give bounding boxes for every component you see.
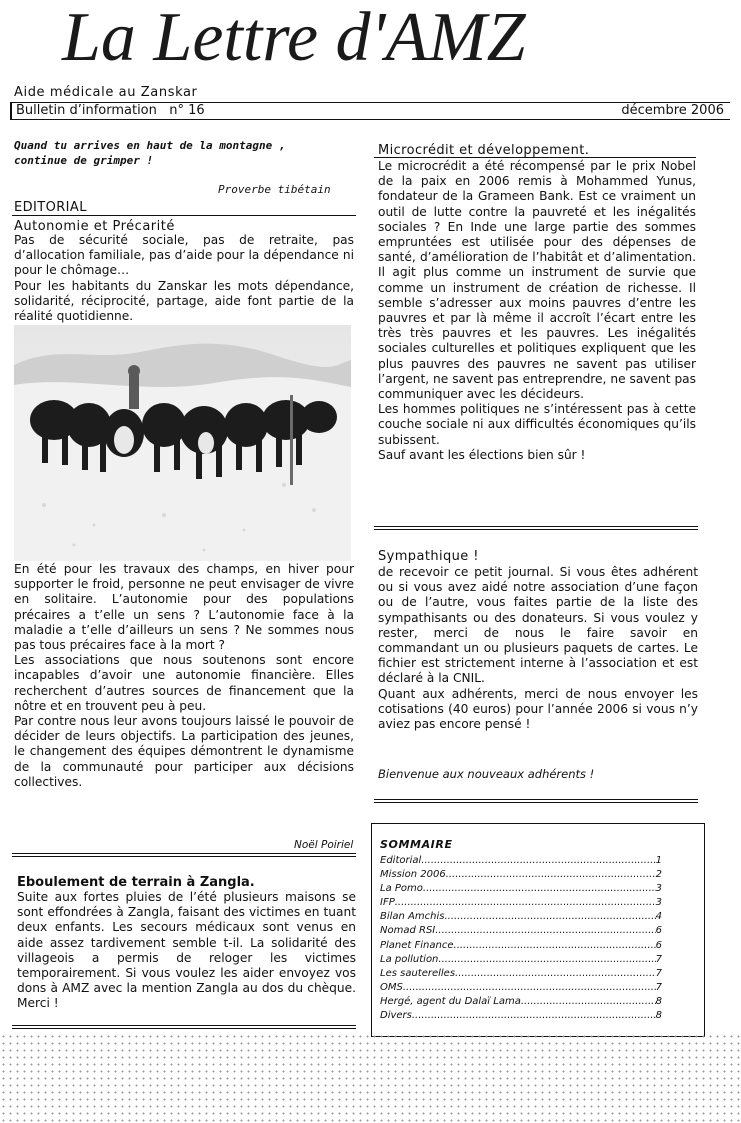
editorial-p3: Par contre nous leur avons toujours laissé le pouvoir de décider de leurs objectifs. La participation des jeunes, le changement des équipes démontrent le dynamisme de la communauté pour participer aux décisions collectives. — [14, 714, 354, 789]
proverb-source: Proverbe tibétain — [218, 183, 331, 196]
organization-name: Aide médicale au Zanskar — [14, 85, 198, 100]
eboulement-body: Suite aux fortes pluies de l’été plusieurs maisons se sont effondrées à Zangla, faisant des victimes en tuant deux enfants. Les secours médicaux sont venus en aide assez tardivement semble t-il. La solidarité des villageois a permis de reloger les victimes temporairement. Si vous voulez les aider envoyez vos dons à AMZ avec la mention Zangla au dos du chèque. Merci ! — [17, 890, 356, 1011]
microcredit-p1: Le microcrédit a été récompensé par le prix Nobel de la paix en 2006 remis à Mohammed Yunus, fondateur de la Grameen Bank. Est ce vraiment un outil de lutte contre la pauvreté et les inégalités sociales ? En Inde une large partie des sommes empruntées est utilisée pour des dépenses de santé, d’amélioration de l’habitât et d’alimentation. Il agit plus comme un instrument de survie que comme un instrument de création de richesse. Il semble s’adresser aux moins pauvres d’entre les pauvres et par là même il accroît l’écart entre les très très pauvres et les pauvres. Les inégalités sociales culturelles et politiques expliquent que les plus pauvres des pauvres ne savent pas utiliser l’argent, ne savent pas entreprendre, ne savent pas communiquer avec les décideurs. — [378, 159, 696, 402]
editorial-rule — [12, 215, 356, 216]
toc-item[interactable]: Nomad RSI ..... 6 — [380, 924, 662, 938]
page-bottom-dot-pattern — [0, 1033, 741, 1123]
welcome-note: Bienvenue aux nouveaux adhérents ! — [378, 767, 595, 781]
toc-item[interactable]: Divers ..... 8 — [380, 1009, 662, 1023]
microcredit-heading: Microcrédit et développement. — [378, 143, 590, 158]
table-of-contents — [371, 823, 705, 1037]
editorial-intro-p2: Pour les habitants du Zanskar les mots dépendance, solidarité, réciprocité, partage, aide font partie de la réalité quotidienne. — [14, 278, 354, 324]
toc-list — [380, 854, 662, 1023]
toc-item[interactable]: La pollution ..... 7 — [380, 953, 662, 967]
yak-herd-illustration — [14, 325, 351, 561]
toc-item[interactable]: La Pomo ..... 3 — [380, 882, 662, 896]
editorial-heading: Autonomie et Précarité — [14, 219, 175, 234]
editorial-p2: Les associations que nous soutenons sont encore incapables d’avoir une autonomie financière. Elles recherchent d’autres sources de financement que la nôtre et en trouvent peu à peu. — [14, 653, 354, 713]
microcredit-p2: Les hommes politiques ne s’intéressent pas à cette couche sociale ni aux difficultés économiques qu’ils subissent. — [378, 402, 696, 447]
toc-item[interactable]: Bilan Amchis ..... 4 — [380, 910, 662, 924]
eboulement-heading: Eboulement de terrain à Zangla. — [17, 875, 255, 890]
toc-item[interactable]: Planet Finance ..... 6 — [380, 939, 662, 953]
editorial-signature: Noël Poiriel — [294, 839, 354, 851]
sympathique-heading: Sympathique ! — [378, 549, 479, 564]
toc-item[interactable]: Editorial ..... 1 — [380, 854, 662, 868]
bulletin-info-bar — [10, 102, 730, 120]
toc-title: SOMMAIRE — [380, 838, 453, 851]
bulletin-number: Bulletin d’information n° 16 — [16, 103, 205, 118]
newsletter-title: La Lettre d'AMZ — [62, 0, 526, 76]
bulletin-date: décembre 2006 — [621, 103, 724, 118]
toc-item[interactable]: Hergé, agent du Dalaï Lama ..... 8 — [380, 995, 662, 1009]
editorial-end-rule — [12, 853, 356, 857]
microcredit-rule — [374, 157, 696, 158]
editorial-intro-p1: Pas de sécurité sociale, pas de retraite, pas d’allocation familiale, pas d’aide pour la dépendance ni pour le chômage… — [14, 233, 354, 278]
proverb-quote: Quand tu arrives en haut de la montagne , continue de grimper ! — [14, 139, 286, 167]
sympathique-body — [378, 565, 698, 732]
microcredit-body — [378, 159, 696, 463]
eboulement-end-rule — [12, 1025, 356, 1029]
editorial-intro — [14, 233, 354, 324]
yak-herd-photo — [14, 325, 351, 561]
editorial-p1: En été pour les travaux des champs, en hiver pour supporter le froid, personne ne peut envisager de vivre en solitaire. L’autonomie pour des populations précaires a t’elle un sens ? L’autonomie face à la maladie a t’elle d’ailleurs un sens ? Ne sommes nous pas tous précaires face à la mort ? — [14, 562, 354, 653]
sympathique-end-rule — [374, 799, 698, 803]
toc-item[interactable]: Mission 2006 ..... 2 — [380, 868, 662, 882]
microcredit-end-rule — [374, 526, 698, 530]
toc-item[interactable]: Les sauterelles ..... 7 — [380, 967, 662, 981]
editorial-body — [14, 562, 354, 790]
sympathique-p1: de recevoir ce petit journal. Si vous êtes adhérent ou si vous avez aidé notre association d’une façon ou de l’autre, vous faites partie de la liste des sympathisants ou des donateurs. Si vous voulez y rester, merci de nous le faire savoir en commandant un ou plusieurs paquets de cartes. Le fichier est strictement interne à l’association et est déclaré à la CNIL. — [378, 565, 698, 686]
editorial-section-label: EDITORIAL — [14, 200, 87, 215]
microcredit-p3: Sauf avant les élections bien sûr ! — [378, 447, 586, 462]
toc-item[interactable]: OMS ..... 7 — [380, 981, 662, 995]
toc-item[interactable]: IFP ..... 3 — [380, 896, 662, 910]
sympathique-p2: Quant aux adhérents, merci de nous envoyer les cotisations (40 euros) pour l’année 2006 si vous n’y aviez pas encore pensé ! — [378, 686, 698, 732]
